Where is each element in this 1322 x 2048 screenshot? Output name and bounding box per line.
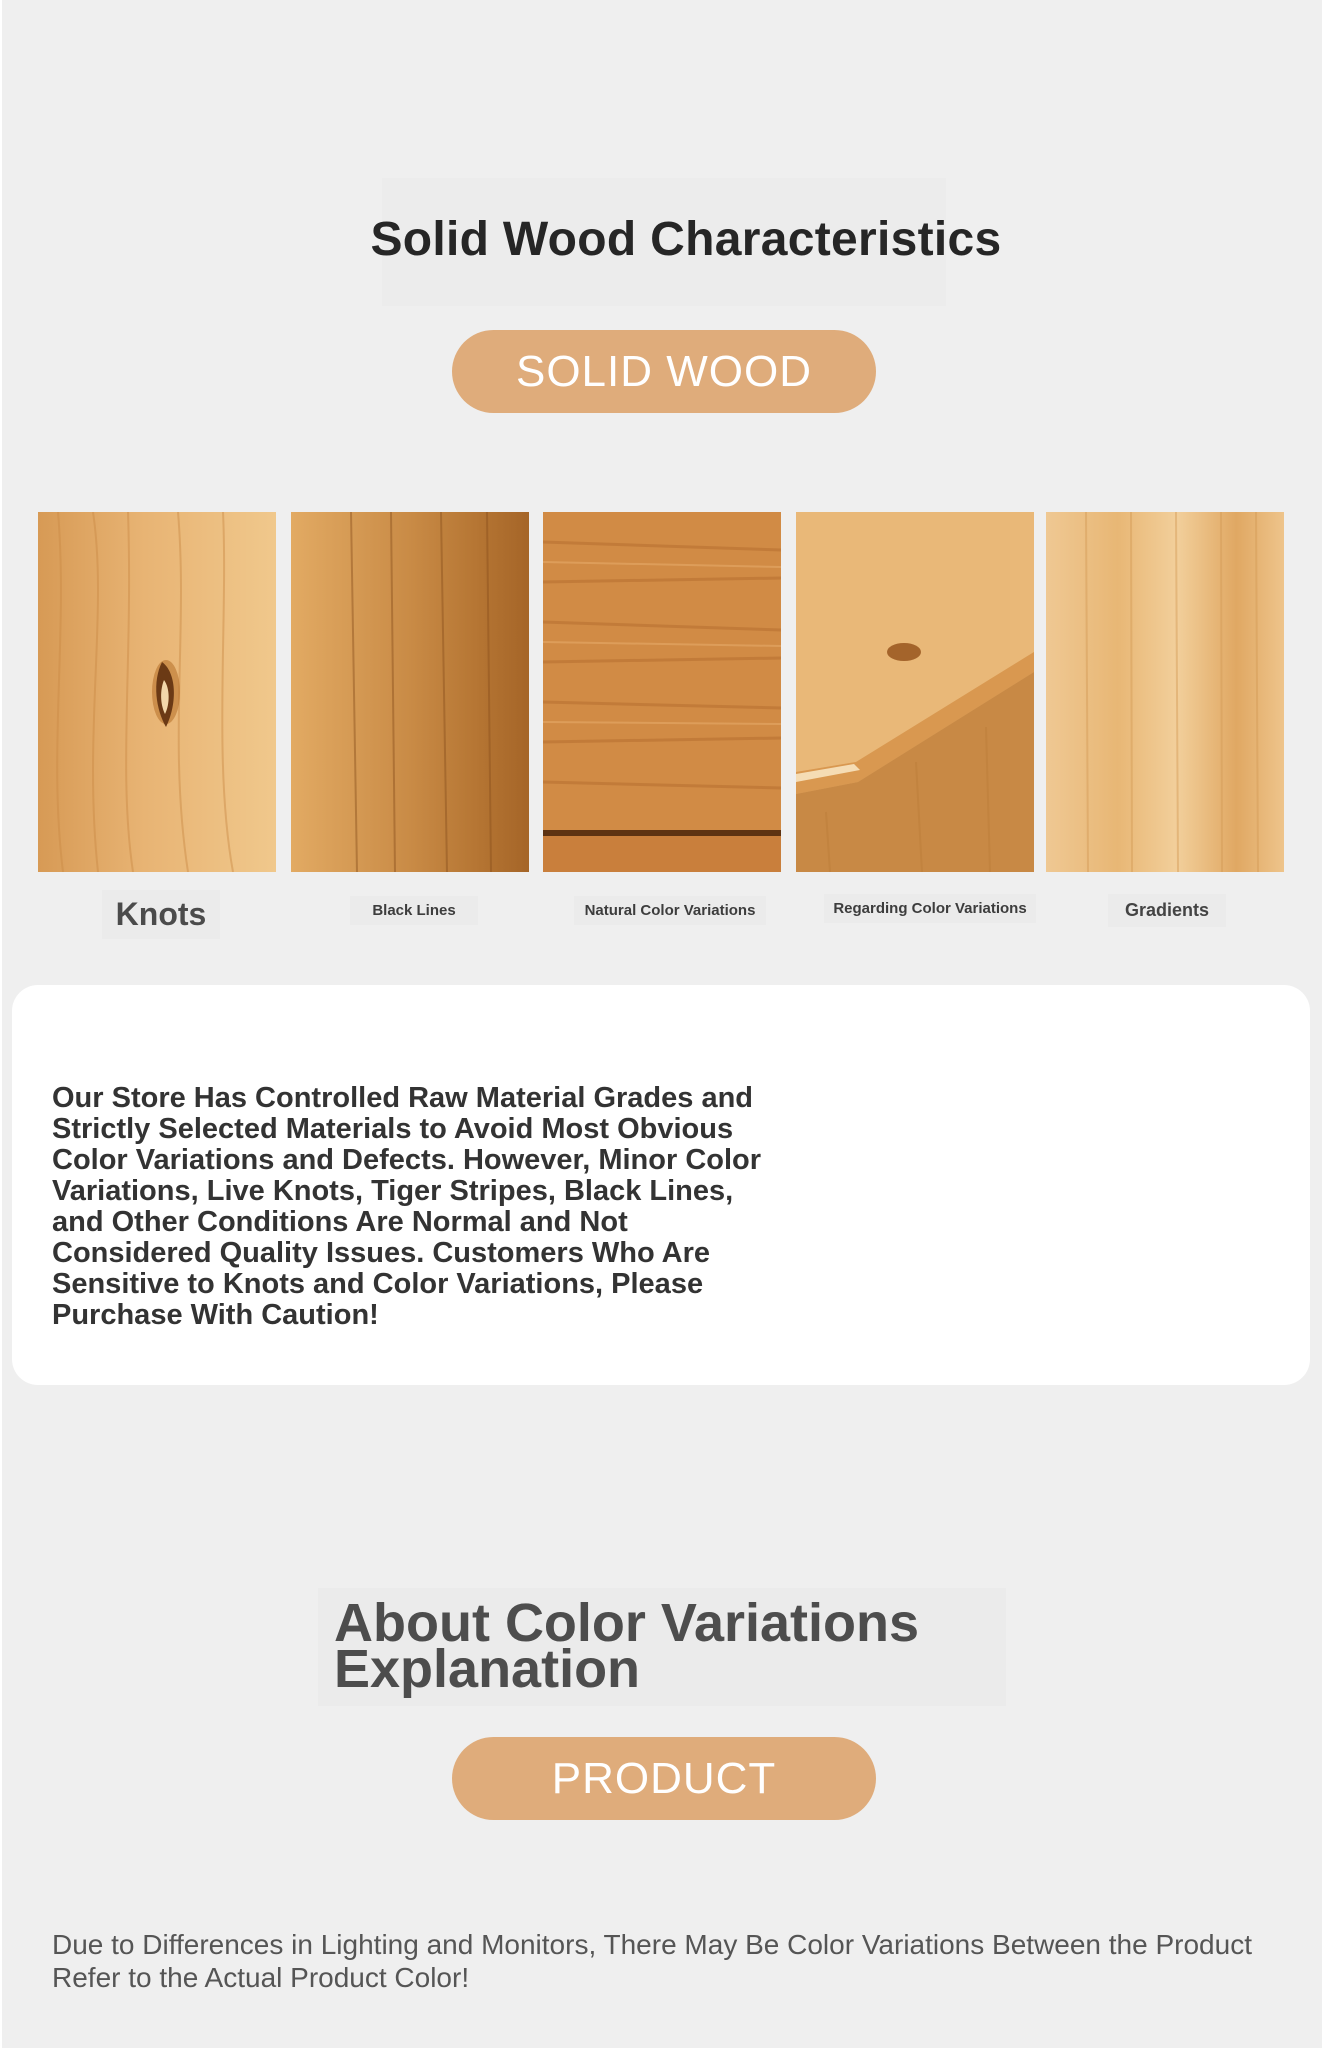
wood-gradient-photo <box>1046 512 1284 872</box>
notice-line: and Other Conditions Are Normal and Not <box>52 1206 628 1238</box>
notice-line: Variations, Live Knots, Tiger Stripes, Black Lines, <box>52 1175 734 1207</box>
swatch-captions <box>0 890 1322 950</box>
notice-line: Color Variations and Defects. However, Minor Color <box>52 1144 762 1176</box>
disclaimer-line: Refer to the Actual Product Color! <box>52 1962 470 1993</box>
notice-line: Considered Quality Issues. Customers Who Are <box>52 1237 711 1269</box>
disclaimer-line: Due to Differences in Lighting and Monitors, There May Be Color Variations Between the Product <box>52 1929 1252 1960</box>
about-title-line: About Color Variations <box>334 1593 920 1653</box>
wood-natural-variation-photo <box>543 512 781 872</box>
color-disclaimer <box>52 1928 1322 1994</box>
caption-regarding-color-variations: Regarding Color Variations <box>824 894 1036 923</box>
page-left-edge <box>0 0 2 2048</box>
notice-line: Purchase With Caution! <box>52 1299 379 1331</box>
solid-wood-badge: SOLID WOOD <box>452 330 876 413</box>
section-title-color-variations <box>334 1593 974 1699</box>
notice-text <box>52 1083 772 1331</box>
notice-line: Sensitive to Knots and Color Variations, Please <box>52 1268 704 1300</box>
caption-black-lines: Black Lines <box>350 896 478 925</box>
section-title-solid-wood: Solid Wood Characteristics <box>370 213 1002 266</box>
caption-gradients: Gradients <box>1108 894 1226 927</box>
wood-swatch-row <box>0 512 1322 872</box>
caption-natural-color-variations: Natural Color Variations <box>574 896 766 925</box>
wood-knot-photo <box>38 512 276 872</box>
notice-line: Our Store Has Controlled Raw Material Grades and <box>52 1082 753 1114</box>
wood-black-lines-photo <box>291 512 529 872</box>
caption-knots: Knots <box>102 890 220 939</box>
notice-line: Strictly Selected Materials to Avoid Most Obvious <box>52 1113 734 1145</box>
wood-edge-photo <box>796 512 1034 872</box>
about-title-line: Explanation <box>334 1639 641 1699</box>
product-badge: PRODUCT <box>452 1737 876 1820</box>
